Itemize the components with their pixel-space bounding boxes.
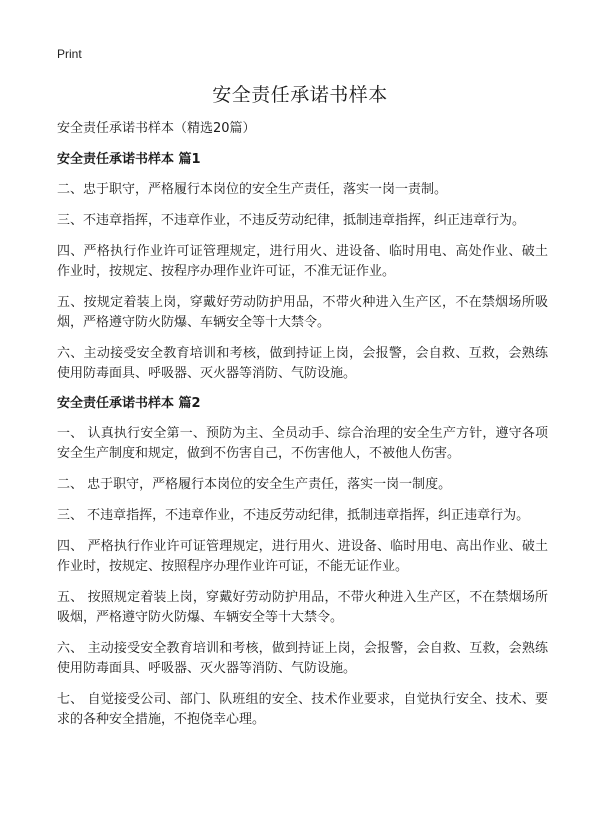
section-heading: 安全责任承诺书样本 篇2 [57,396,201,411]
document-subtitle: 安全责任承诺书样本（精选20篇） [57,121,256,136]
print-link[interactable]: Print [57,47,82,61]
paragraph: 三、 不违章指挥，不违章作业，不违反劳动纪律，抵制违章指挥，纠正违章行为。 [57,508,530,523]
paragraph: 五、按规定着装上岗，穿戴好劳动防护用品，不带火种进入生产区，不在禁烟场所吸烟，严格遵守防火防爆、车辆安全等十大禁令。 [57,295,548,330]
paragraph: 六、主动接受安全教育培训和考核，做到持证上岗，会报警，会自救、互救，会熟练使用防毒面具、呼吸器、灭火器等消防、气防设施。 [57,346,548,381]
paragraph: 四、 严格执行作业许可证管理规定，进行用火、进设备、临时用电、高出作业、破土作业时，按规定、按照程序办理作业许可证，不能无证作业。 [57,539,548,574]
paragraph: 二、 忠于职守，严格履行本岗位的安全生产责任，落实一岗一制度。 [57,477,452,492]
paragraph: 二、忠于职守，严格履行本岗位的安全生产责任，落实一岗一责制。 [57,182,448,197]
paragraph: 六、 主动接受安全教育培训和考核，做到持证上岗，会报警，会自救、互救，会熟练使用防毒面具、呼吸器、灭火器等消防、气防设施。 [57,641,548,676]
document-title: 安全责任承诺书样本 [212,84,388,106]
paragraph: 四、严格执行作业许可证管理规定，进行用火、进设备、临时用电、高处作业、破土作业时，按规定、按程序办理作业许可证，不准无证作业。 [57,244,548,279]
paragraph: 三、不违章指挥，不违章作业，不违反劳动纪律，抵制违章指挥，纠正违章行为。 [57,213,526,228]
paragraph: 七、 自觉接受公司、部门、队班组的安全、技术作业要求，自觉执行安全、技术、要求的各种安全措施，不抱侥幸心理。 [57,692,548,727]
section-2 [57,395,548,730]
section-heading: 安全责任承诺书样本 篇1 [57,152,201,167]
paragraph: 一、 认真执行安全第一、预防为主、全员动手、综合治理的安全生产方针，遵守各项安全生产制度和规定，做到不伤害自己，不伤害他人，不被他人伤害。 [57,426,548,461]
section-1 [57,151,548,384]
paragraph: 五、 按照规定着装上岗，穿戴好劳动防护用品，不带火种进入生产区，不在禁烟场所吸烟，严格遵守防火防爆、车辆安全等十大禁令。 [57,590,548,625]
document-content [57,120,548,741]
